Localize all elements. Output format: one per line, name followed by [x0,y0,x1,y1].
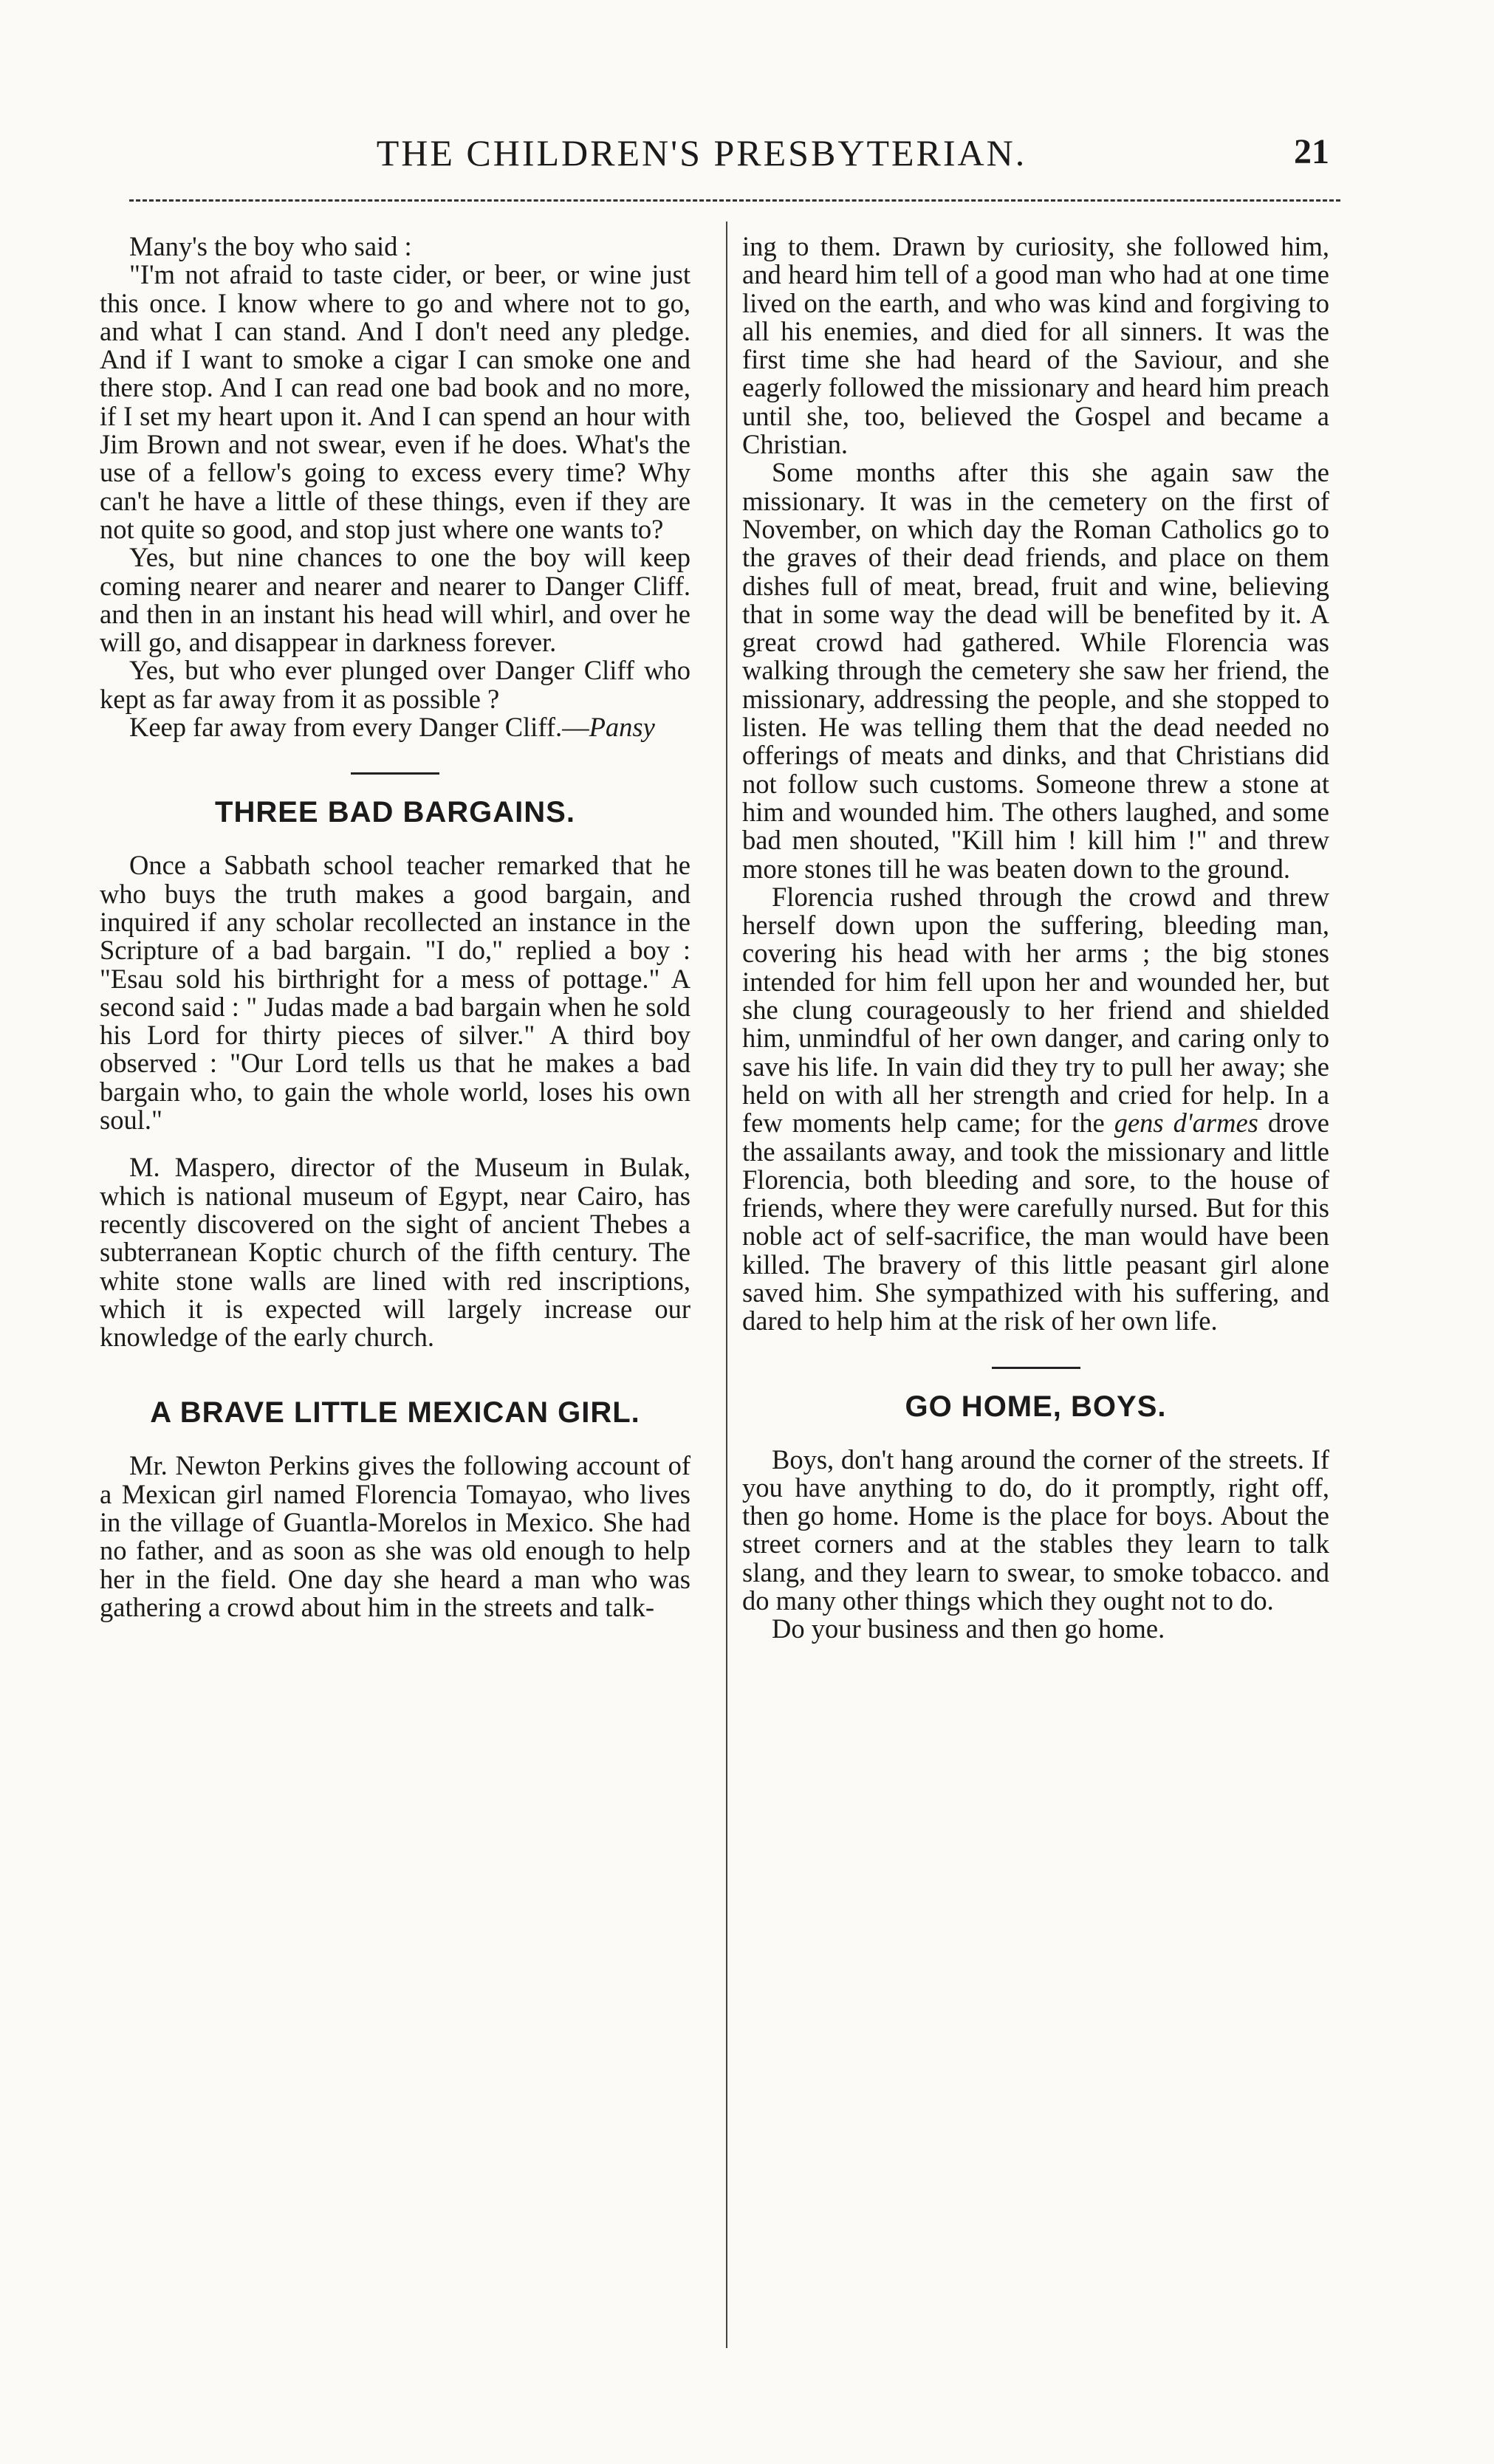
section-rule [351,772,439,775]
column-divider [726,222,727,2348]
paragraph-plunged: Yes, but who ever plunged over Danger Cliff who kept as far away from it as possible ? [100,655,691,714]
right-column [742,233,1329,1644]
paragraph-boys: Boys, don't hang around the corner of the streets. If you have anything to do, do it promptly, right off, then go home. Home is the place for boys. About the street corners and at the stables they learn to talk slang, and they learn to swear, to smoke tobacco. and do many other things which they ought not to do. [742,1444,1329,1616]
paragraph-maspero: M. Maspero, director of the Museum in Bulak, which is national museum of Egypt, near Cairo, has recently discovered on the sight of ancient Thebes a subterranean Koptic church of the fifth century. The white stone walls are lined with red inscriptions, which it is expected will largely increase our knowledge of the early church. [100,1152,691,1353]
paragraph-nine-chances: Yes, but nine chances to one the boy will keep coming nearer and nearer and nearer to Danger Cliff. and then in an instant his head will whirl, and over he will go, and disappear in darkness forever. [100,542,691,658]
paragraph-some-months: Some months after this she again saw the missionary. It was in the cemetery on the first of November, on which day the Roman Catholics go to the graves of their dead friends, and place on them dishes full of meat, bread, fruit and wine, believing that in some way the dead will be benefited by it. A great crowd had gathered. While Florencia was walking through the cemetery she saw her friend, the missionary, addressing the people, and she stopped to listen. He was telling them that the dead needed no offerings of meats and dinks, and that Christians did not follow such customs. Someone threw a stone at him and wounded him. The others laughed, and some bad men shouted, "Kill him ! kill him !" and threw more stones till he was beaten down to the ground. [742,457,1329,884]
attribution: Pansy [589,712,655,743]
spacer [100,1134,691,1153]
header-rule [129,199,1340,202]
spacer [100,1351,691,1396]
heading-brave-mexican-girl: A BRAVE LITTLE MEXICAN GIRL. [150,1396,640,1430]
heading-go-home-boys: GO HOME, BOYS. [905,1390,1167,1423]
heading-three-bad-bargains: THREE BAD BARGAINS. [215,796,575,829]
section-rule [992,1367,1080,1369]
paragraph-business: Do your business and then go home. [772,1613,1165,1644]
poem-body: "I'm not afraid to taste cider, or beer, or wine just this once. I know where to go and where not to go, and what I can stand. And I don't need any pledge. And if I want to smoke a cigar I can smoke one and there stop. And I can read one bad book and no more, if I set my heart upon it. And I can spend an hour with Jim Brown and not swear, even if he does. What's the use of a fellow's going to excess every time? Why can't he have a little of these things, even if they are not quite so good, and stop just where one wants to? [100,259,691,544]
paragraph-bargains: Once a Sabbath school teacher remarked that he who buys the truth makes a good bargain, and inquired if any scholar recollected an instance in the Scripture of a bad bargain. "I do," replied a boy : "Esau sold his birthright for a mess of pottage." A second said : " Judas made a bad bargain when he sold his Lord for thirty pieces of silver." A third boy observed : "Our Lord tells us that he makes a bad bargain who, to gain the whole world, loses his own soul." [100,850,691,1136]
gens-darmes: gens d'armes [1114,1108,1258,1139]
paragraph-perkins: Mr. Newton Perkins gives the following account of a Mexican girl named Florencia Tomayao, who lives in the village of Guantla-Morelos in Mexico. She had no father, and as soon as she was old enough to help her in the field. One day she heard a man who was gathering a crowd about him in the streets and talk- [100,1450,691,1622]
page-title: THE CHILDREN'S PRESBYTERIAN. [376,132,1027,174]
keep-away-text: Keep far away from every Danger Cliff.— [129,712,589,743]
page-header [96,131,1329,183]
paragraph-rushed [742,883,1329,1336]
rushed-text-end: drove the assailants away, and took the missionary and little Florencia, both bleeding and sore, to the house of friends, where they were carefully nursed. But for this noble act of self-sacrifice, the man would have been killed. The bravery of this little peasant girl alone saved him. She sympathized with his suffering, and dared to help him at the risk of her own life. [742,1108,1329,1336]
paragraph-keep-away [100,713,691,741]
page-number: 21 [1294,132,1329,171]
rushed-text: Florencia rushed through the crowd and threw herself down upon the suffering, bleeding man, covering his head with her arms ; the big stones intended for him fell upon her and wounded her, but she clung courageously to her friend and shielded him, unmindful of her own danger, and caring only to save his life. In vain did they try to pull her away; she held on with all her strength and cried for help. In a few moments help came; for the [742,881,1329,1139]
poem-intro: Many's the boy who said : [129,231,412,261]
left-column [100,233,691,1621]
paragraph-continued: ing to them. Drawn by curiosity, she followed him, and heard him tell of a good man who had at one time lived on the earth, and who was kind and forgiving to all his enemies, and died for all sinners. It was the first time she had heard of the Saviour, and she eagerly followed the missionary and heard him preach until she, too, believed the Gospel and became a Christian. [742,231,1329,460]
